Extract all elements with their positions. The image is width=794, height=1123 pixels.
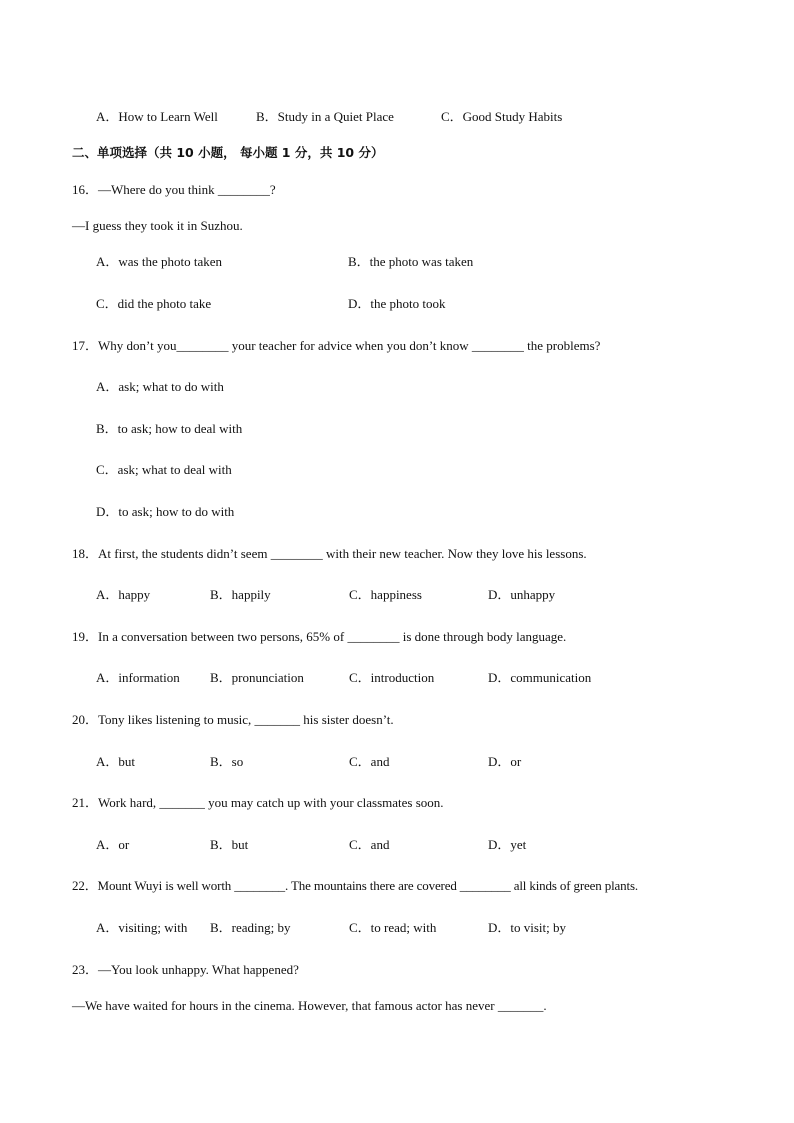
question-19-option-a[interactable]: A．information (96, 670, 180, 685)
question-19-option-c[interactable]: C．introduction (349, 670, 435, 685)
question-21-option-a[interactable]: A．or (96, 837, 130, 852)
question-21-option-b[interactable]: B．but (210, 837, 249, 852)
question-17-option-d[interactable]: D．to ask; how to do with (96, 504, 235, 519)
question-17-option-a[interactable]: A．ask; what to do with (96, 379, 224, 394)
question-20-option-b[interactable]: B．so (210, 754, 244, 769)
question-18-option-c[interactable]: C．happiness (349, 587, 422, 602)
question-16-response: —I guess they took it in Suzhou. (72, 218, 243, 233)
question-16-stem: 16．—Where do you think ________? (72, 182, 276, 197)
question-23-stem: 23．—You look unhappy. What happened? (72, 962, 299, 977)
question-19-stem: 19．In a conversation between two persons, 65% of ________ is done through body language. (72, 629, 567, 644)
question-22-option-b[interactable]: B．reading; by (210, 920, 291, 935)
section-heading: 二、单项选择（共 10 小题， 每小题 1 分，共 10 分） (72, 145, 384, 160)
question-18-stem: 18．At first, the students didn’t seem ________ with their new teacher. Now they love his lessons. (72, 546, 587, 561)
question-20-stem: 20．Tony likes listening to music, _______ his sister doesn’t. (72, 712, 394, 727)
question-16-option-d[interactable]: D．the photo took (348, 296, 446, 311)
question-22-stem: 22．Mount Wuyi is well worth ________. The mountains there are covered ________ all kinds of green plants. (72, 878, 638, 893)
question-20-option-c[interactable]: C．and (349, 754, 390, 769)
question-21-option-c[interactable]: C．and (349, 837, 390, 852)
question-19-option-b[interactable]: B．pronunciation (210, 670, 304, 685)
question-20-option-d[interactable]: D．or (488, 754, 522, 769)
prev-option-a: A．How to Learn Well (96, 109, 218, 124)
question-20-option-a[interactable]: A．but (96, 754, 136, 769)
question-21-stem: 21．Work hard, _______ you may catch up with your classmates soon. (72, 795, 444, 810)
question-17-stem: 17．Why don’t you________ your teacher for advice when you don’t know ________ the problems? (72, 338, 601, 353)
question-19-option-d[interactable]: D．communication (488, 670, 592, 685)
question-22-option-c[interactable]: C．to read; with (349, 920, 437, 935)
question-17-option-b[interactable]: B．to ask; how to deal with (96, 421, 243, 436)
prev-option-b: B．Study in a Quiet Place (256, 109, 394, 124)
question-22-option-d[interactable]: D．to visit; by (488, 920, 567, 935)
question-18-option-b[interactable]: B．happily (210, 587, 271, 602)
question-21-option-d[interactable]: D．yet (488, 837, 527, 852)
question-16-option-a[interactable]: A．was the photo taken (96, 254, 223, 269)
question-23-response: —We have waited for hours in the cinema. However, that famous actor has never _______. (72, 998, 547, 1013)
question-22-option-a[interactable]: A．visiting; with (96, 920, 188, 935)
question-17-option-c[interactable]: C．ask; what to deal with (96, 462, 232, 477)
question-18-option-a[interactable]: A．happy (96, 587, 151, 602)
prev-option-c: C．Good Study Habits (441, 109, 563, 124)
question-16-option-b[interactable]: B．the photo was taken (348, 254, 474, 269)
question-16-option-c[interactable]: C．did the photo take (96, 296, 212, 311)
question-18-option-d[interactable]: D．unhappy (488, 587, 556, 602)
